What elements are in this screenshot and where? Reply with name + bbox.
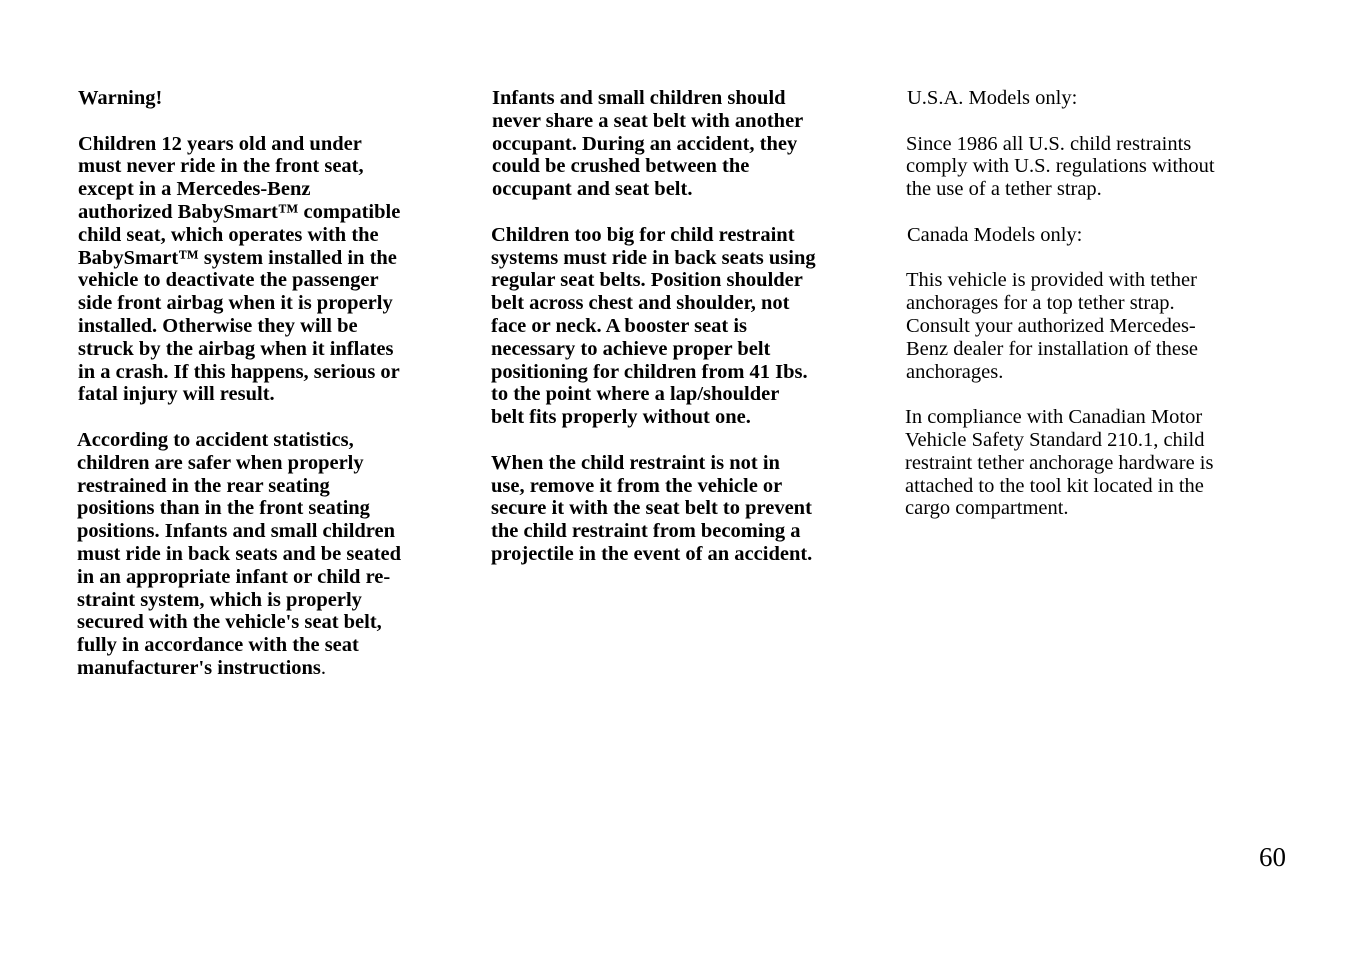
unused-restraint-paragraph: When the child restraint is not in use, remove it from the vehicle or secure it with the seat belt to prevent the child restraint from becoming a projectile in the event of an accident. xyxy=(491,451,813,565)
accident-statistics-paragraph xyxy=(77,429,448,680)
accident-statistics-text: According to accident statistics, children are safer when properly restrained in the rear seating positions than in the front seating positions. Infants and small children must ride in back seats and be seated in an appropriate infant or child re- straint system, which is properly secured with the vehicle's seat belt, fully in accordance with the seat manufacturer's instructions xyxy=(77,428,402,679)
page-number: 60 xyxy=(1259,842,1286,872)
usa-models-text: Since 1986 all U.S. child restraints comply with U.S. regulations without the use of a tether strap. xyxy=(906,132,1215,201)
right-column xyxy=(906,87,1276,543)
usa-models-heading: U.S.A. Models only: xyxy=(907,87,1078,109)
left-column xyxy=(78,87,448,703)
canada-models-heading: Canada Models only: xyxy=(907,223,1083,246)
middle-column xyxy=(492,87,864,589)
canadian-compliance-text: In compliance with Canadian Motor Vehicle Safety Standard 210.1, child restraint tether anchorage hardware is attached to the tool kit located in the cargo compartment. xyxy=(905,406,1214,520)
accident-statistics-period: . xyxy=(320,656,327,679)
booster-seat-paragraph: Children too big for child restraint systems must ride in back seats using regular seat belts. Position shoulder belt across chest and shoulder, not face or neck. A booster seat is necessary to achieve proper belt positioning for children from 41 Ibs. to the point where a lap/shoulder belt fits properly without one. xyxy=(491,223,816,429)
shared-seat-belt-paragraph: Infants and small children should never share a seat belt with another occupant. During an accident, they could be crushed between the occupant and seat belt. xyxy=(492,87,804,201)
warning-heading: Warning! xyxy=(78,87,163,109)
canada-models-text: This vehicle is provided with tether anchorages for a top tether strap. Consult your authorized Mercedes- Benz dealer for installation of these anchorages. xyxy=(906,269,1199,383)
warning-paragraph-children-front-seat: Children 12 years old and under must never ride in the front seat, except in a Mercedes-Benz authorized BabySmart™ compatible child seat, which operates with the BabySmart™ system installed in the vehicle to deactivate the passenger side front airbag when it is properly installed. Otherwise they will be struck by the airbag when it inflates in a crash. If this happens, serious or fatal injury will result. xyxy=(78,132,401,406)
